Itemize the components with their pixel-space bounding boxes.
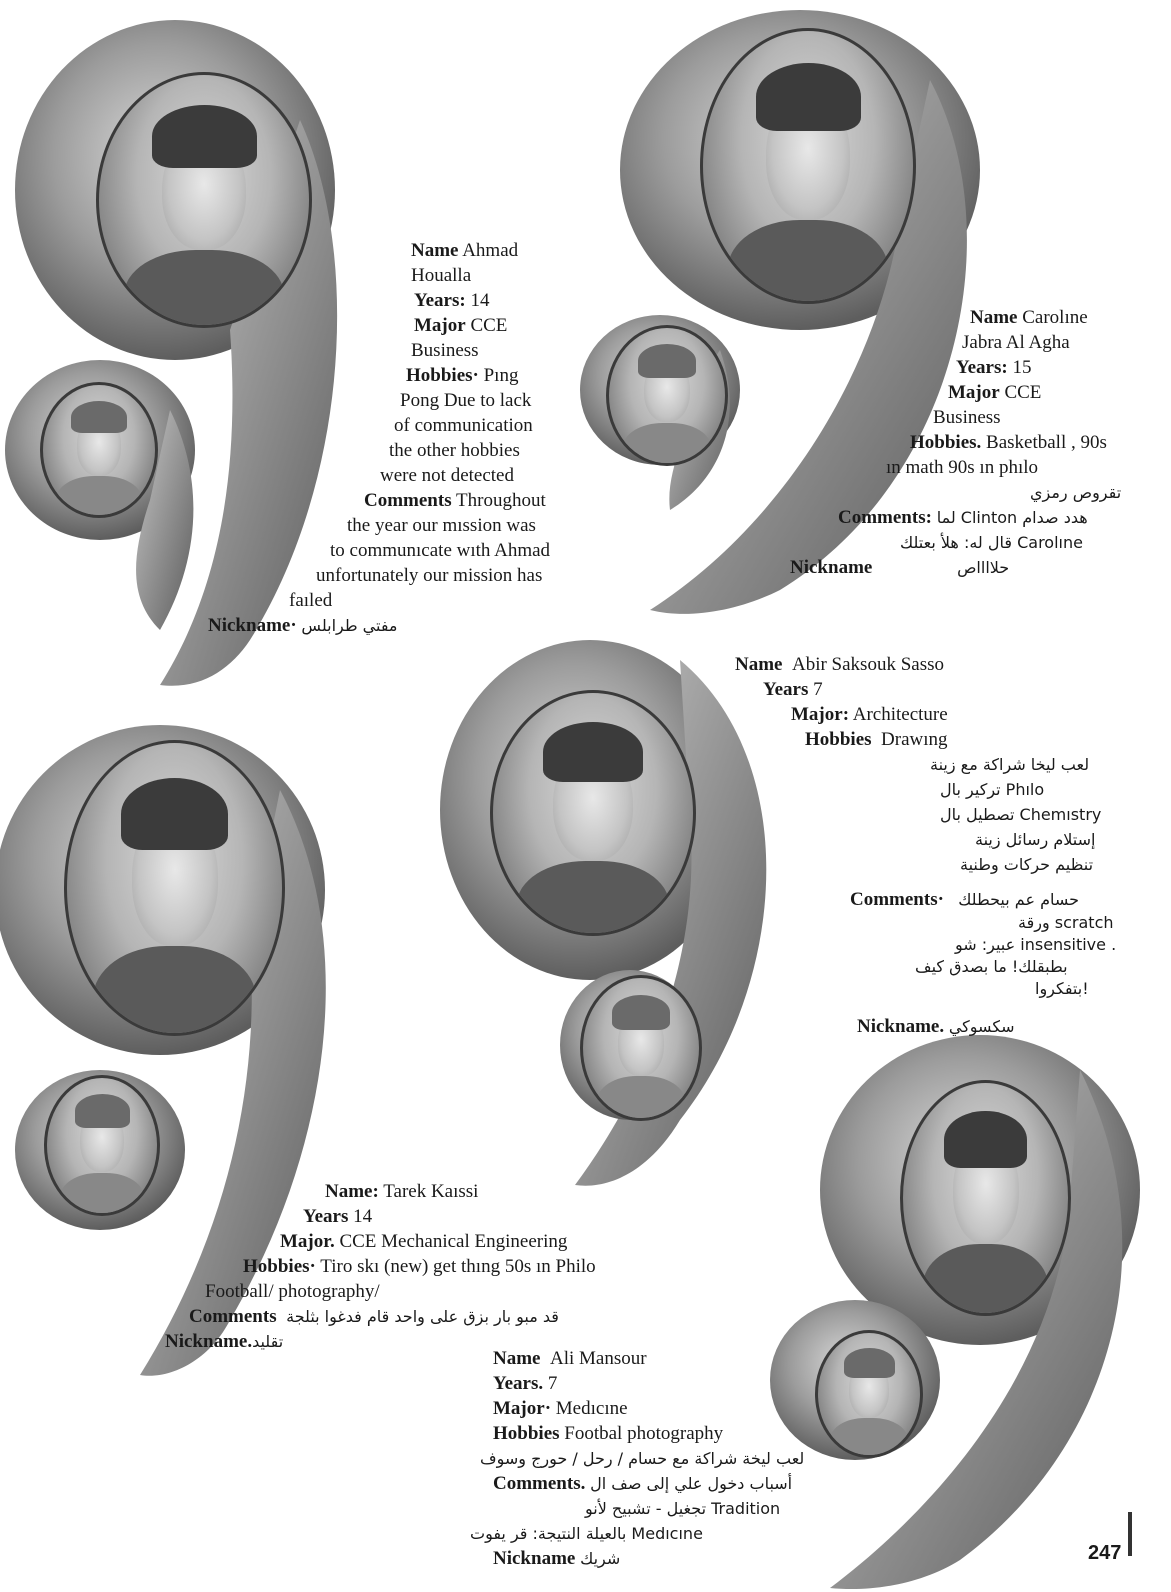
field-label: Name (735, 654, 783, 675)
page-number: 247 (1088, 1542, 1122, 1564)
field-value: Tarek Kaıssi (383, 1181, 479, 1202)
info-line (735, 752, 1116, 777)
field-value: Business (411, 340, 479, 361)
info-line (200, 313, 550, 338)
info-line (165, 1204, 596, 1229)
info-line (200, 563, 550, 588)
field-value: 14 (353, 1206, 373, 1227)
info-line (470, 1371, 804, 1396)
childhood-photo-tarek (44, 1075, 160, 1216)
field-value: تقروص رمزي (1030, 483, 1122, 502)
field-value: Architecture (852, 704, 948, 725)
field-value: بالعيلة النتيجة: قر يفوت Medıcıne (470, 1524, 703, 1543)
info-line (470, 1396, 804, 1421)
info-line (165, 1254, 596, 1279)
info-line (735, 727, 1116, 752)
field-label: Years (303, 1206, 349, 1227)
field-label: Years: (414, 290, 466, 311)
student-info-abir (735, 652, 1116, 1039)
info-line (165, 1179, 596, 1204)
info-line (470, 1421, 804, 1446)
info-line (200, 588, 550, 613)
portrait-photo-tarek (64, 740, 285, 1036)
info-line (200, 513, 550, 538)
info-line (200, 363, 550, 388)
field-value: Ali Mansour (549, 1348, 647, 1369)
info-line (470, 1496, 804, 1521)
field-value: 7 (813, 679, 823, 700)
field-value: Basketball , 90s (986, 432, 1107, 453)
info-line (165, 1279, 596, 1304)
info-line (200, 338, 550, 363)
field-label: Hobbies. (910, 432, 982, 453)
portrait-photo-ali (900, 1080, 1071, 1316)
field-value: the other hobbies (389, 440, 520, 461)
info-line (470, 1521, 804, 1546)
field-label: Nickname (493, 1548, 576, 1569)
student-info-tarek (165, 1179, 596, 1354)
childhood-photo-ahmad (40, 382, 158, 518)
info-line (790, 505, 1121, 530)
field-value: to communıcate wıth Ahmad (330, 540, 551, 561)
info-line (735, 956, 1116, 978)
info-line (200, 388, 550, 413)
info-line (790, 380, 1121, 405)
info-line (200, 538, 550, 563)
field-value: لعب ليخة شراكة مع حسام / رحل / حورج وسوف (480, 1449, 805, 1468)
field-label: Nickname. (165, 1331, 253, 1352)
field-value: Throughout (456, 490, 546, 511)
field-label: Major: (791, 704, 850, 725)
field-value: تركير بال Phılo (940, 780, 1045, 799)
field-label: Major (948, 382, 1000, 403)
info-line (470, 1546, 804, 1571)
field-label: Major· (493, 1398, 552, 1419)
field-value: سكسوكي (948, 1017, 1015, 1036)
field-label: Nickname· (208, 615, 297, 636)
field-label: Name (411, 240, 459, 261)
field-value: Carolıne (1022, 307, 1088, 328)
field-value: CCE Mechanical Engineering (339, 1231, 568, 1252)
field-label: Hobbies (493, 1423, 560, 1444)
info-line (200, 238, 550, 263)
info-line (735, 978, 1116, 1000)
info-line (200, 463, 550, 488)
field-value: CCE (470, 315, 508, 336)
info-line (165, 1304, 596, 1329)
field-value: of communication (394, 415, 533, 436)
field-value: Pong Due to lack (400, 390, 532, 411)
field-value: حلااااص (957, 558, 1010, 577)
field-value: بتفكروا! (1035, 979, 1089, 998)
field-label: Major (414, 315, 466, 336)
field-value: إستلام رسائل زينة (975, 830, 1096, 849)
field-value: faıled (289, 590, 333, 611)
field-label: Comments (189, 1306, 277, 1327)
field-value: قال له: هلأ بعتلك Carolıne (900, 533, 1083, 552)
info-line (200, 288, 550, 313)
field-value: حسام عم بيحطلك (958, 890, 1080, 909)
field-value: تصطيل بال Chemıstry (940, 805, 1102, 824)
field-value: Football/ photography/ (205, 1281, 380, 1302)
info-line (735, 1014, 1116, 1039)
field-value: شريك (580, 1549, 621, 1568)
info-line (790, 480, 1121, 505)
field-value: 14 (470, 290, 490, 311)
field-label: Name (970, 307, 1018, 328)
field-label: Years. (493, 1373, 544, 1394)
field-label: Name (493, 1348, 541, 1369)
field-label: Comments· (850, 889, 944, 910)
field-value: Ahmad (462, 240, 519, 261)
info-line (470, 1471, 804, 1496)
field-label: Comments: (838, 507, 932, 528)
info-line (790, 530, 1121, 555)
field-value: Abir Saksouk Sasso (791, 654, 944, 675)
info-line (470, 1446, 804, 1471)
page-edge-bar (1128, 1512, 1132, 1556)
info-line (200, 488, 550, 513)
field-value: unfortunately our mission has (316, 565, 543, 586)
field-label: Name: (325, 1181, 379, 1202)
field-value: 7 (547, 1373, 558, 1394)
info-line (790, 355, 1121, 380)
info-line (790, 305, 1121, 330)
field-value: Drawıng (881, 729, 948, 750)
field-value: Houalla (411, 265, 472, 286)
field-value: CCE (1004, 382, 1042, 403)
field-value: 15 (1012, 357, 1032, 378)
info-line (200, 263, 550, 288)
info-line (790, 430, 1121, 455)
field-label: Comments. (493, 1473, 586, 1494)
student-info-ali (470, 1346, 804, 1571)
field-value: Jabra Al Agha (962, 332, 1070, 353)
info-line (735, 887, 1116, 912)
field-label: Hobbies· (243, 1256, 316, 1277)
childhood-photo-caroline (606, 325, 728, 466)
student-info-caroline (790, 305, 1121, 580)
field-label: Comments (364, 490, 452, 511)
field-value: ın math 90s ın phılo (886, 457, 1038, 478)
field-value: مفتي طرابلس (301, 616, 398, 635)
field-value: لعب ليخا شراكة مع زينة (930, 755, 1090, 774)
field-label: Major. (280, 1231, 335, 1252)
field-value: تجغيل - تشبيح لأنو Tradition (585, 1499, 781, 1518)
field-value: أسباب دخول علي إلى صف ال (590, 1474, 793, 1493)
info-line (735, 702, 1116, 727)
field-label: Years: (956, 357, 1008, 378)
field-value: عبير: شو insensitive . (955, 935, 1117, 954)
field-label: Years (763, 679, 809, 700)
student-info-ahmad (200, 238, 550, 638)
info-line (200, 613, 550, 638)
portrait-photo-abir (490, 690, 696, 936)
childhood-photo-ali (815, 1330, 923, 1458)
field-value: the year our mıssion was (347, 515, 536, 536)
info-line (735, 652, 1116, 677)
field-value: Tiro skı (new) get thıng 50s ın Philo (320, 1256, 596, 1277)
field-value: Business (933, 407, 1001, 428)
info-line (735, 912, 1116, 934)
info-line (790, 330, 1121, 355)
info-line (200, 413, 550, 438)
field-value: Pıng (483, 365, 519, 386)
field-value: ورقة scratch (1018, 913, 1114, 932)
field-value: were not detected (380, 465, 514, 486)
info-line (790, 455, 1121, 480)
childhood-photo-abir (580, 975, 702, 1121)
info-line (735, 827, 1116, 852)
info-line (790, 555, 1121, 580)
portrait-photo-caroline (700, 28, 916, 304)
info-line (735, 802, 1116, 827)
field-value: قد مبو بار بزق على واحد قام فدغوا بثلجة (286, 1307, 559, 1326)
info-line (735, 777, 1116, 802)
info-line (470, 1346, 804, 1371)
field-value: لما Clinton هدد صدام (936, 508, 1088, 527)
info-line (790, 405, 1121, 430)
field-value: بطبقلك! ما بصدق كيف (915, 957, 1068, 976)
field-value: Medıcıne (555, 1398, 628, 1419)
info-line (735, 934, 1116, 956)
field-label: Hobbies· (406, 365, 479, 386)
info-line (200, 438, 550, 463)
field-label: Nickname. (857, 1016, 945, 1037)
field-label: Nickname (790, 557, 873, 578)
info-line (165, 1229, 596, 1254)
info-line (735, 852, 1116, 877)
field-value: Footbal photography (564, 1423, 724, 1444)
field-value: تنظيم حركات وطنية (960, 855, 1094, 874)
field-label: Hobbies (805, 729, 872, 750)
info-line (735, 677, 1116, 702)
field-value: تقليد (252, 1332, 284, 1351)
